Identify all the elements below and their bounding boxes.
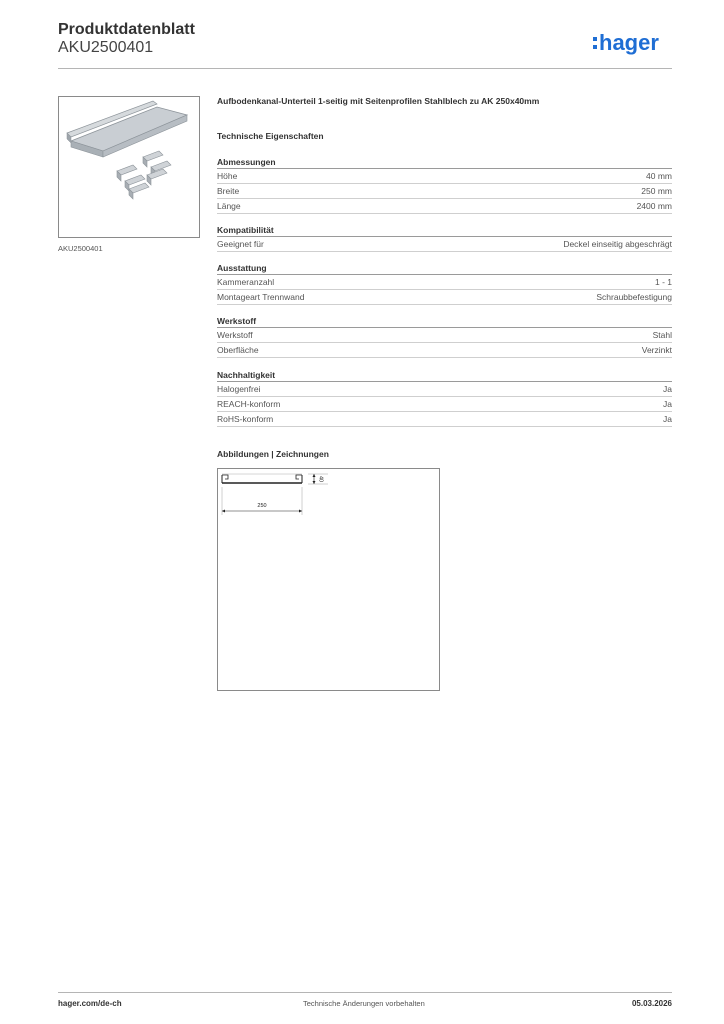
section-sustainability — [217, 369, 672, 427]
footer-website-link[interactable]: hager.com/de-ch — [58, 999, 122, 1008]
row-value: Ja — [663, 414, 672, 424]
image-caption: AKU2500401 — [58, 244, 103, 253]
row-value: Ja — [663, 399, 672, 409]
row-label: Montageart Trennwand — [217, 292, 305, 302]
row-value: Ja — [663, 384, 672, 394]
section-heading: Nachhaltigkeit — [217, 369, 672, 382]
row-label: Kammeranzahl — [217, 277, 275, 287]
row-label: Geeignet für — [217, 239, 264, 249]
row-value: 250 mm — [641, 186, 672, 196]
technical-properties-heading: Technische Eigenschaften — [217, 131, 324, 141]
logo-wordmark: hager — [599, 30, 659, 55]
section-heading: Abmessungen — [217, 156, 672, 169]
table-row — [217, 328, 672, 343]
row-value: Schraubbefestigung — [596, 292, 672, 302]
row-value: Verzinkt — [641, 345, 672, 355]
row-value: Stahl — [652, 330, 672, 340]
section-compatibility — [217, 224, 672, 252]
row-label: Oberfläche — [217, 345, 259, 355]
footer-divider — [58, 992, 672, 993]
row-label: RoHS-konform — [217, 414, 274, 424]
row-value: 1 - 1 — [654, 277, 672, 287]
footer-date: 05.03.2026 — [631, 999, 672, 1008]
width-dimension-label: 250 — [257, 503, 267, 509]
figures-heading: Abbildungen | Zeichnungen — [217, 449, 329, 459]
table-row — [217, 184, 672, 199]
article-number: AKU2500401 — [58, 39, 154, 56]
header-divider — [58, 68, 672, 69]
row-label: Höhe — [217, 171, 238, 181]
row-label: Breite — [217, 186, 240, 196]
table-row — [217, 412, 672, 427]
product-illustration — [59, 97, 199, 237]
cross-section-drawing — [218, 469, 439, 690]
table-row — [217, 397, 672, 412]
row-value: Deckel einseitig abgeschrägt — [563, 239, 672, 249]
footer-disclaimer: Technische Änderungen vorbehalten — [303, 999, 425, 1008]
row-label: REACH-konform — [217, 399, 281, 409]
table-row — [217, 275, 672, 290]
row-label: Länge — [217, 201, 241, 211]
page-title: Produktdatenblatt — [58, 21, 195, 38]
section-heading: Kompatibilität — [217, 224, 672, 237]
table-row — [217, 343, 672, 358]
product-description: Aufbodenkanal-Unterteil 1-seitig mit Seitenprofilen Stahlblech zu AK 250x40mm — [217, 96, 540, 106]
height-dimension-label: 40 — [317, 475, 324, 483]
section-dimensions — [217, 156, 672, 214]
row-label: Werkstoff — [217, 330, 253, 340]
table-row — [217, 199, 672, 214]
row-value: 40 mm — [646, 171, 672, 181]
table-row — [217, 169, 672, 184]
table-row — [217, 237, 672, 252]
section-material — [217, 315, 672, 358]
row-value: 2400 mm — [636, 201, 672, 211]
hager-logo — [593, 28, 675, 58]
product-image — [58, 96, 200, 238]
table-row — [217, 382, 672, 397]
section-heading: Werkstoff — [217, 315, 672, 328]
section-heading: Ausstattung — [217, 262, 672, 275]
technical-drawing — [217, 468, 440, 691]
row-label: Halogenfrei — [217, 384, 261, 394]
table-row — [217, 290, 672, 305]
section-equipment — [217, 262, 672, 305]
